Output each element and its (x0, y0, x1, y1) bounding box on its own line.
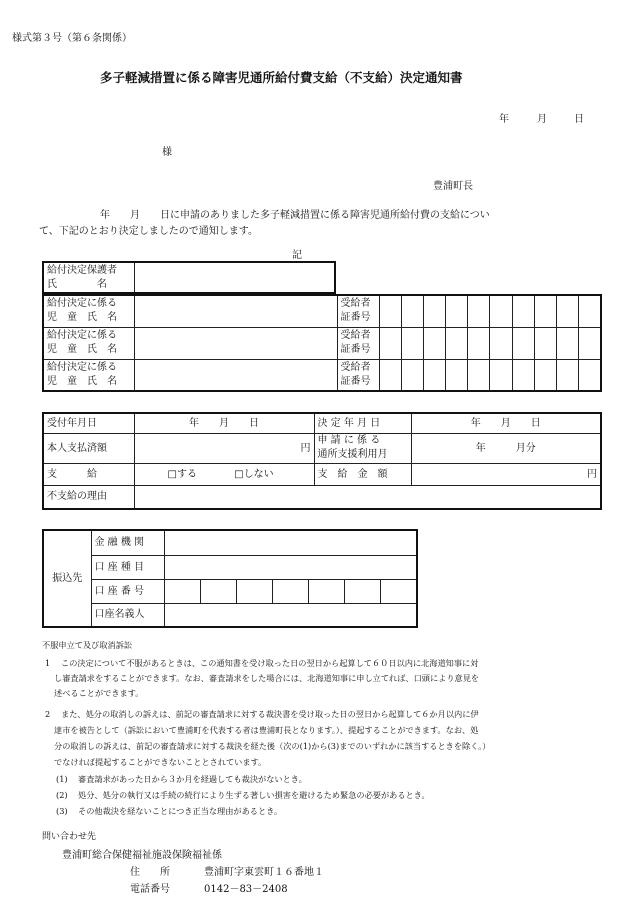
account-holder-field[interactable] (164, 603, 417, 627)
recipient-digit[interactable] (557, 359, 579, 391)
guardian-label: 給付決定保護者 氏 名 (43, 262, 134, 293)
account-digit[interactable] (272, 579, 308, 603)
decided-date-value[interactable]: 年 月 日 (411, 413, 601, 433)
received-date-value[interactable]: 年 月 日 (134, 413, 314, 433)
recipient-digit[interactable] (490, 359, 512, 391)
non-payment-reason-label: 不支給の理由 (43, 485, 134, 509)
child-table (42, 294, 602, 392)
usage-month-label: 申 請 に 係 る 通所支援利用月 (314, 433, 411, 463)
child-label: 給付決定に係る 児 童 氏 名 (43, 295, 134, 327)
recipient-number-label: 受給者 証番号 (337, 295, 379, 327)
sub-3-number: (3) (56, 806, 68, 816)
payment-amount-field[interactable] (411, 463, 601, 485)
date-year-label: 年 (499, 114, 509, 125)
note-1-line-3: 述べることができます。 (54, 688, 144, 698)
contact-office: 豊浦町総合保健福祉施設保険福祉係 (62, 850, 222, 861)
contact-address: 豊浦町字東雲町１６番地１ (204, 867, 324, 878)
contact-heading: 問い合わせ先 (42, 832, 97, 842)
contact-address-label: 住 所 (130, 867, 170, 878)
recipient-digit[interactable] (557, 327, 579, 359)
recipient-digit[interactable] (579, 295, 601, 327)
payment-amount-label: 支 給 金 額 (314, 463, 411, 485)
bank-name-field[interactable] (164, 530, 417, 555)
recipient-number-label: 受給者 証番号 (337, 327, 379, 359)
recipient-digit[interactable] (534, 295, 556, 327)
recipient-digit[interactable] (490, 327, 512, 359)
contact-phone: 0142－83－2408 (204, 884, 288, 895)
recipient-digit[interactable] (423, 295, 445, 327)
ki-label: 記 (292, 250, 302, 261)
recipient-digit[interactable] (534, 327, 556, 359)
recipient-digit[interactable] (423, 359, 445, 391)
sub-1-number: (1) (56, 774, 68, 784)
account-digit[interactable] (200, 579, 236, 603)
intro-line-2: て、下記のとおり決定しましたので通知します。 (39, 226, 258, 237)
usage-month-value[interactable]: 年 月分 (411, 433, 601, 463)
account-digit[interactable] (345, 579, 381, 603)
received-date-label: 受付年月日 (43, 413, 134, 433)
recipient-digit[interactable] (557, 295, 579, 327)
child-label: 給付決定に係る 児 童 氏 名 (43, 359, 134, 391)
account-digit[interactable] (164, 579, 200, 603)
bank-name-label: 金 融 機 関 (91, 530, 164, 555)
recipient-digit[interactable] (379, 359, 401, 391)
recipient-digit[interactable] (468, 295, 490, 327)
account-digit[interactable] (381, 579, 417, 603)
recipient-digit[interactable] (490, 295, 512, 327)
appeal-heading: 不服申立て及び取消訴訟 (42, 640, 133, 650)
decided-date-label: 決 定 年 月 日 (314, 413, 411, 433)
recipient-digit[interactable] (512, 359, 534, 391)
recipient-digit[interactable] (446, 295, 468, 327)
sub-3-text: その他裁決を経ないことにつき正当な理由があるとき。 (78, 806, 283, 816)
recipient-digit[interactable] (534, 359, 556, 391)
decision-table (42, 412, 602, 510)
bank-transfer-table (42, 529, 418, 628)
payment-amount-unit: 円 (587, 468, 597, 480)
recipient-digit[interactable] (379, 295, 401, 327)
paid-amount-field[interactable] (134, 433, 314, 463)
paid-amount-unit: 円 (300, 442, 311, 454)
child-name-field[interactable] (134, 359, 337, 391)
note-2-line-1: また、処分の取消しの訴えは、前記の審査請求に対する裁決書を受け取った日の翌日から起算して６か月以内に伊 (61, 709, 479, 719)
recipient-digit[interactable] (512, 327, 534, 359)
recipient-digit[interactable] (423, 327, 445, 359)
account-holder-label: 口座名義人 (91, 603, 164, 627)
recipient-digit[interactable] (579, 359, 601, 391)
payment-no-checkbox[interactable]: □しない (234, 468, 274, 480)
recipient-digit[interactable] (401, 327, 423, 359)
sub-2-text: 処分、処分の執行又は手続の続行により生ずる著しい損害を避けるため緊急の必要があるとき。 (78, 790, 430, 800)
paid-amount-label: 本人支払済額 (43, 433, 134, 463)
guardian-table (42, 261, 336, 294)
note-2-line-4: でなければ提起することができないこととされています。 (54, 757, 267, 767)
recipient-digit[interactable] (579, 327, 601, 359)
note-2-line-2: 達市を被告として（訴訟において豊浦町を代表する者は豊浦町長となります。）、提起することができます。なお、処 (54, 725, 479, 735)
recipient-digit[interactable] (468, 327, 490, 359)
account-digit[interactable] (236, 579, 272, 603)
recipient-number-label: 受給者 証番号 (337, 359, 379, 391)
date-day-label: 日 (574, 114, 584, 125)
recipient-digit[interactable] (468, 359, 490, 391)
payment-label: 支 給 (43, 463, 134, 485)
form-number: 様式第３号（第６条関係） (12, 33, 132, 44)
child-name-field[interactable] (134, 295, 337, 327)
sub-2-number: (2) (56, 790, 68, 800)
note-1-line-1: この決定について不服があるときは、この通知書を受け取った日の翌日から起算して６０日以内に北海道知事に対 (61, 658, 479, 668)
transfer-destination-label: 振込先 (43, 530, 91, 627)
account-type-field[interactable] (164, 555, 417, 579)
non-payment-reason-field[interactable] (134, 485, 601, 509)
intro-line-1: 年 月 日に申請のありました多子軽減措置に係る障害児通所給付費の支給につい (100, 210, 490, 221)
recipient-digit[interactable] (446, 327, 468, 359)
payment-yes-checkbox[interactable]: □する (167, 468, 197, 480)
note-2-line-3: 分の取消しの訴えは、前記の審査請求に対する裁決を経た後（次の(1)から(3)までのいずれかに該当するときを除く。） (54, 741, 491, 751)
recipient-digit[interactable] (401, 359, 423, 391)
note-2-number: 2 (45, 709, 51, 719)
account-digit[interactable] (309, 579, 345, 603)
account-type-label: 口 座 種 目 (91, 555, 164, 579)
recipient-digit[interactable] (512, 295, 534, 327)
note-1-line-2: し審査請求をすることができます。なお、審査請求をした場合には、北海道知事に申し立てれば、口頭により意見を (54, 673, 480, 683)
recipient-digit[interactable] (446, 359, 468, 391)
recipient-digit[interactable] (379, 327, 401, 359)
issuer-name: 豊浦町長 (433, 181, 473, 192)
document-title: 多子軽減措置に係る障害児通所給付費支給（不支給）決定通知書 (100, 70, 463, 85)
child-name-field[interactable] (134, 327, 337, 359)
date-month-label: 月 (537, 114, 547, 125)
recipient-digit[interactable] (401, 295, 423, 327)
guardian-name-field[interactable] (134, 262, 335, 293)
contact-phone-label: 電話番号 (130, 884, 170, 895)
note-1-number: 1 (45, 658, 51, 668)
sub-1-text: 審査請求があった日から３か月を経過しても裁決がないとき。 (78, 774, 307, 784)
child-label: 給付決定に係る 児 童 氏 名 (43, 327, 134, 359)
payment-options (134, 463, 314, 485)
account-number-label: 口 座 番 号 (91, 579, 164, 603)
addressee-sama: 様 (162, 147, 172, 158)
